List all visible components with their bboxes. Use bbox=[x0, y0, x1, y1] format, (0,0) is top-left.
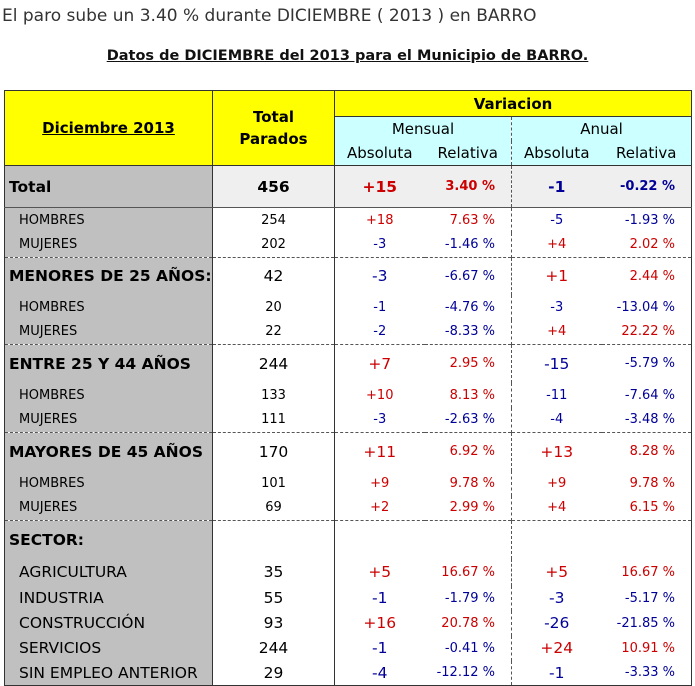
anual-relativa-cell: 10.91 % bbox=[602, 636, 692, 661]
total-parados-cell: 244 bbox=[213, 636, 335, 661]
anual-relativa-cell: -5.79 % bbox=[602, 345, 692, 383]
table-row bbox=[5, 496, 692, 521]
mensual-relativa-cell: 20.78 % bbox=[441, 615, 495, 631]
mensual-absoluta-cell: +2 bbox=[335, 496, 425, 521]
anual-relativa-cell: -1.93 % bbox=[602, 208, 692, 233]
mensual-absoluta-cell: +15 bbox=[335, 166, 425, 208]
total-parados-cell bbox=[213, 521, 335, 559]
anual-relativa-cell: 16.67 % bbox=[602, 559, 692, 586]
page-headline: El paro sube un 3.40 % durante DICIEMBRE ( 2013 ) en BARRO bbox=[2, 6, 537, 26]
unemployment-table bbox=[4, 90, 692, 686]
row-label: HOMBRES bbox=[5, 208, 213, 233]
mensual-relativa-cell: -12.12 % bbox=[425, 661, 512, 686]
total-parados-cell: 29 bbox=[213, 661, 335, 686]
mensual-absoluta-cell: +18 bbox=[335, 208, 425, 233]
mensual-header: Mensual bbox=[335, 117, 512, 141]
anual-absoluta-header: Absoluta bbox=[512, 141, 602, 166]
anual-relativa-cell: 8.28 % bbox=[602, 433, 692, 471]
mensual-relativa-cell: -1.46 % bbox=[444, 237, 495, 253]
anual-absoluta-cell: -1 bbox=[512, 661, 602, 686]
anual-absoluta-cell: -11 bbox=[512, 383, 602, 408]
anual-relativa-cell: -7.64 % bbox=[602, 383, 692, 408]
mensual-absoluta-cell: +16 bbox=[335, 611, 425, 636]
anual-absoluta-cell: +4 bbox=[512, 320, 602, 345]
mensual-relativa-cell: 9.78 % bbox=[449, 475, 495, 491]
mensual-relativa-cell: 7.63 % bbox=[449, 212, 495, 228]
table-row bbox=[5, 208, 692, 233]
mensual-relativa-cell: 8.13 % bbox=[449, 387, 495, 403]
mensual-absoluta-cell: -3 bbox=[335, 233, 425, 258]
total-parados-cell: 101 bbox=[213, 471, 335, 496]
row-label: MUJERES bbox=[5, 320, 213, 345]
total-parados-cell: 456 bbox=[213, 166, 335, 208]
mensual-absoluta-cell: -1 bbox=[335, 586, 425, 611]
anual-absoluta-cell: +4 bbox=[512, 233, 602, 258]
table-row bbox=[5, 471, 692, 496]
mensual-relativa-cell: 3.40 % bbox=[425, 166, 512, 208]
row-label: SIN EMPLEO ANTERIOR bbox=[5, 661, 213, 686]
anual-absoluta-cell: +13 bbox=[512, 433, 602, 471]
mensual-relativa-cell: -4.76 % bbox=[444, 299, 495, 315]
anual-relativa-cell: 9.78 % bbox=[602, 471, 692, 496]
total-parados-cell: 133 bbox=[213, 383, 335, 408]
anual-absoluta-cell: -26 bbox=[512, 611, 602, 636]
table-row bbox=[5, 559, 692, 586]
table-row bbox=[5, 611, 692, 636]
total-parados-header bbox=[213, 91, 335, 166]
anual-absoluta-cell: -5 bbox=[512, 208, 602, 233]
total-parados-cell: 244 bbox=[213, 345, 335, 383]
table-row bbox=[5, 295, 692, 320]
row-label: Total bbox=[5, 166, 213, 208]
mensual-absoluta-cell: -1 bbox=[335, 636, 425, 661]
mensual-relativa-cell: 2.99 % bbox=[449, 500, 495, 516]
mensual-relativa-cell: 2.95 % bbox=[425, 345, 512, 383]
mensual-relativa-cell: 16.67 % bbox=[441, 564, 495, 580]
row-label: SECTOR: bbox=[5, 521, 213, 559]
row-label: MAYORES DE 45 AÑOS bbox=[5, 433, 213, 471]
row-label: HOMBRES bbox=[5, 383, 213, 408]
anual-absoluta-cell: +9 bbox=[512, 471, 602, 496]
anual-relativa-cell: -3.33 % bbox=[602, 661, 692, 686]
period-header: Diciembre 2013 bbox=[5, 91, 213, 166]
row-label: MENORES DE 25 AÑOS: bbox=[5, 258, 213, 295]
anual-absoluta-cell: +24 bbox=[512, 636, 602, 661]
table-row bbox=[5, 636, 692, 661]
row-label: INDUSTRIA bbox=[5, 586, 213, 611]
table-row bbox=[5, 233, 692, 258]
mensual-absoluta-cell bbox=[335, 521, 425, 559]
mensual-absoluta-cell: -4 bbox=[335, 661, 425, 686]
anual-relativa-cell: 2.44 % bbox=[602, 258, 692, 295]
anual-relativa-cell: -21.85 % bbox=[602, 611, 692, 636]
table-row bbox=[5, 408, 692, 433]
anual-relativa-header: Relativa bbox=[602, 141, 692, 166]
anual-absoluta-cell: -4 bbox=[512, 408, 602, 433]
anual-relativa-cell: 6.15 % bbox=[602, 496, 692, 521]
table-row bbox=[5, 521, 692, 559]
row-label: HOMBRES bbox=[5, 295, 213, 320]
mensual-absoluta-header: Absoluta bbox=[335, 141, 425, 166]
variacion-header: Variacion bbox=[335, 91, 692, 117]
total-parados-cell: 93 bbox=[213, 611, 335, 636]
total-parados-cell: 42 bbox=[213, 258, 335, 295]
total-parados-cell: 170 bbox=[213, 433, 335, 471]
mensual-relativa-cell: -0.41 % bbox=[444, 640, 495, 656]
anual-absoluta-cell: +1 bbox=[512, 258, 602, 295]
mensual-relativa-cell: -6.67 % bbox=[425, 258, 512, 295]
total-parados-cell: 35 bbox=[213, 559, 335, 586]
table-row bbox=[5, 586, 692, 611]
anual-relativa-cell: -5.17 % bbox=[602, 586, 692, 611]
mensual-absoluta-cell: -3 bbox=[335, 408, 425, 433]
mensual-relativa-cell: -1.79 % bbox=[444, 590, 495, 606]
total-header-line1: Total bbox=[253, 108, 294, 126]
anual-absoluta-cell: -3 bbox=[512, 295, 602, 320]
row-label: MUJERES bbox=[5, 496, 213, 521]
row-label: ENTRE 25 Y 44 AÑOS bbox=[5, 345, 213, 383]
anual-header: Anual bbox=[512, 117, 692, 141]
anual-absoluta-cell bbox=[512, 521, 602, 559]
total-parados-cell: 69 bbox=[213, 496, 335, 521]
mensual-absoluta-cell: +5 bbox=[335, 559, 425, 586]
table-row bbox=[5, 433, 692, 471]
total-parados-cell: 55 bbox=[213, 586, 335, 611]
anual-relativa-cell: 2.02 % bbox=[602, 233, 692, 258]
anual-relativa-cell: -13.04 % bbox=[602, 295, 692, 320]
total-parados-cell: 22 bbox=[213, 320, 335, 345]
row-label: AGRICULTURA bbox=[5, 559, 213, 586]
mensual-relativa-cell bbox=[425, 521, 512, 559]
mensual-relativa-cell: -2.63 % bbox=[444, 412, 495, 428]
total-row bbox=[5, 166, 692, 208]
anual-relativa-cell: -0.22 % bbox=[602, 166, 692, 208]
table-row bbox=[5, 345, 692, 383]
total-parados-cell: 20 bbox=[213, 295, 335, 320]
anual-absoluta-cell: +4 bbox=[512, 496, 602, 521]
total-parados-cell: 202 bbox=[213, 233, 335, 258]
anual-relativa-cell bbox=[602, 521, 692, 559]
anual-relativa-cell: -3.48 % bbox=[602, 408, 692, 433]
mensual-relativa-header: Relativa bbox=[425, 141, 512, 166]
mensual-relativa-cell: 6.92 % bbox=[425, 433, 512, 471]
mensual-absoluta-cell: -1 bbox=[335, 295, 425, 320]
total-parados-cell: 254 bbox=[213, 208, 335, 233]
table-row bbox=[5, 383, 692, 408]
mensual-relativa-cell: -8.33 % bbox=[444, 324, 495, 340]
anual-relativa-cell: 22.22 % bbox=[602, 320, 692, 345]
anual-absoluta-cell: +5 bbox=[512, 559, 602, 586]
mensual-absoluta-cell: +11 bbox=[335, 433, 425, 471]
table-row bbox=[5, 258, 692, 295]
row-label: MUJERES bbox=[5, 233, 213, 258]
mensual-absoluta-cell: +9 bbox=[335, 471, 425, 496]
mensual-absoluta-cell: -2 bbox=[335, 320, 425, 345]
table-body bbox=[5, 166, 692, 686]
row-label: MUJERES bbox=[5, 408, 213, 433]
row-label: CONSTRUCCIÓN bbox=[5, 611, 213, 636]
table-subtitle: Datos de DICIEMBRE del 2013 para el Municipio de BARRO. bbox=[106, 48, 589, 64]
anual-absoluta-cell: -15 bbox=[512, 345, 602, 383]
total-parados-cell: 111 bbox=[213, 408, 335, 433]
row-label: HOMBRES bbox=[5, 471, 213, 496]
mensual-absoluta-cell: -3 bbox=[335, 258, 425, 295]
total-header-line2: Parados bbox=[239, 130, 308, 148]
mensual-absoluta-cell: +10 bbox=[335, 383, 425, 408]
mensual-absoluta-cell: +7 bbox=[335, 345, 425, 383]
anual-absoluta-cell: -1 bbox=[512, 166, 602, 208]
table-row bbox=[5, 320, 692, 345]
anual-absoluta-cell: -3 bbox=[512, 586, 602, 611]
row-label: SERVICIOS bbox=[5, 636, 213, 661]
